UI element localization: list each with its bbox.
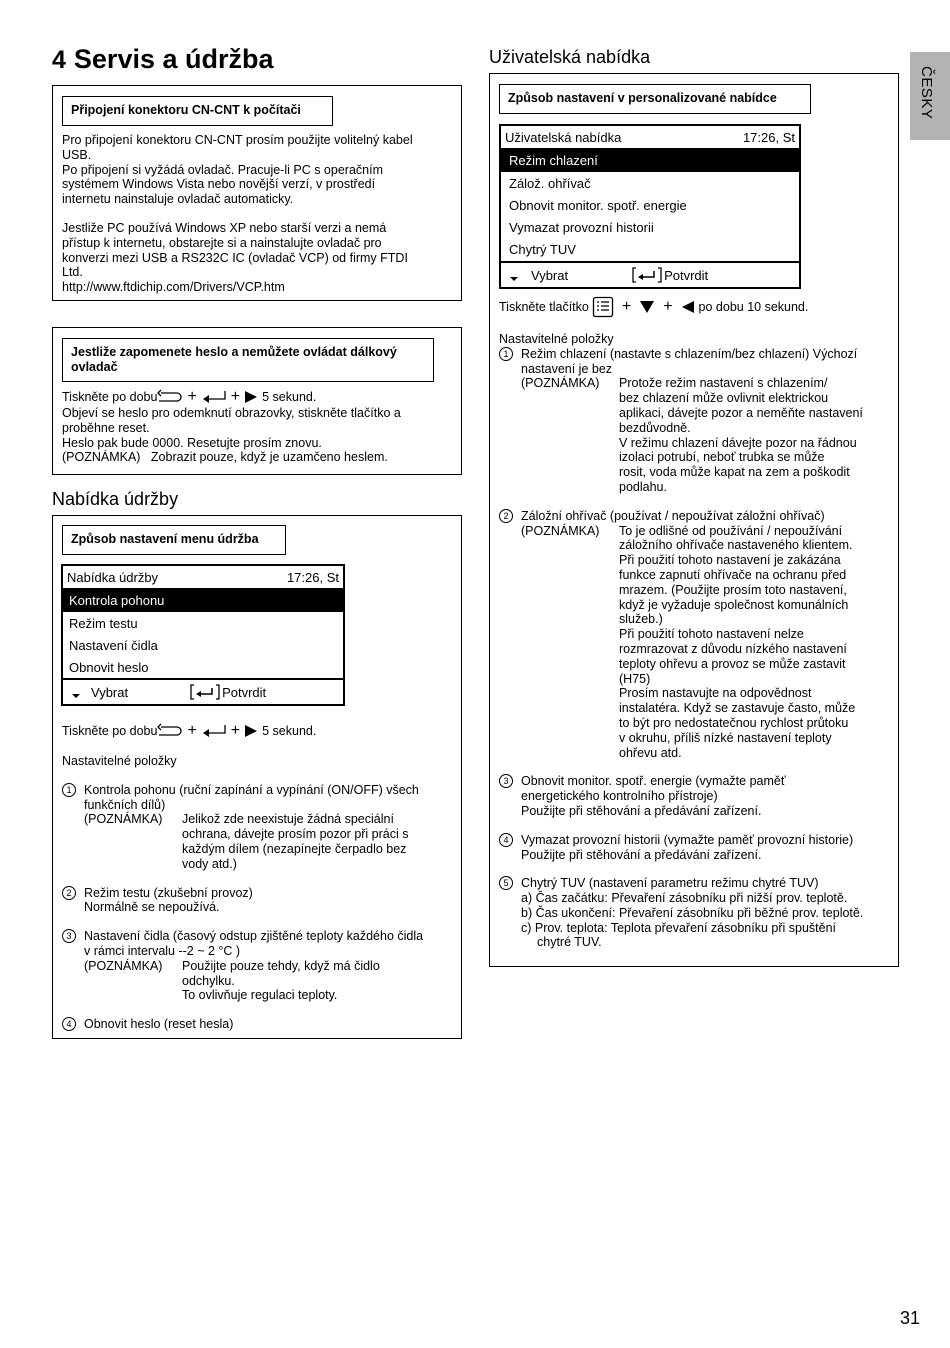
note-line: ochrana, dávejte prosím pozor při práci s — [182, 827, 409, 842]
item-line: Vymazat provozní historii (vymažte paměť provozní historie) — [521, 832, 854, 847]
screen-header — [63, 566, 343, 588]
note-line: To ovlivňuje regulaci teploty. — [182, 988, 338, 1003]
language-tab — [910, 52, 950, 140]
maintenance-item-1 — [62, 783, 457, 872]
maintenance-item-4 — [62, 1017, 457, 1032]
note-line: Prosím nastavujte na odpovědnost — [619, 686, 812, 701]
maintenance-item-2 — [62, 886, 457, 916]
circled-number-icon: 2 — [62, 886, 76, 900]
item-line: Obnovit monitor. spotř. energie (vymažte paměť — [521, 774, 786, 789]
user-menu-screen — [499, 124, 801, 289]
user-item-2 — [499, 509, 894, 761]
right-triangle-icon — [244, 724, 258, 738]
left-triangle-icon — [681, 300, 695, 314]
press-prefix: Tiskněte po dobu — [62, 723, 158, 738]
cncnt-text — [62, 133, 457, 295]
user-menu-box — [489, 73, 899, 967]
chapter-title — [52, 44, 274, 75]
press-suffix: 5 sekund. — [262, 389, 317, 404]
note-line: odchylku. — [182, 973, 235, 988]
note-key: (POZNÁMKA) — [521, 376, 600, 391]
item-line: a) Čas začátku: Převaření zásobníku při nižší prov. teplotě. — [521, 891, 848, 906]
note-line: služeb.) — [619, 612, 663, 627]
maintenance-box — [52, 515, 462, 1039]
user-item-1 — [499, 347, 894, 495]
note-key: (POZNÁMKA) — [84, 958, 163, 973]
cncnt-line: USB. — [62, 147, 92, 162]
note-line: funkce zapnutí ohřívače na ochranu před — [619, 567, 847, 582]
item-note — [521, 376, 863, 494]
item-line: Chytrý TUV (nastavení parametru režimu chytré TUV) — [521, 876, 819, 891]
note-line: mrazem. (Použijte prosím toto nastavení, — [619, 582, 847, 597]
note-line: rosit, voda může kapat na zem a poškodit — [619, 465, 850, 480]
item-line: Použijte při stěhování a předávání zařízení. — [521, 847, 762, 862]
maintenance-item-3 — [62, 929, 457, 1003]
screen-header — [501, 126, 799, 148]
circled-number-icon: 2 — [499, 509, 513, 523]
note-key: (POZNÁMKA) — [62, 450, 141, 465]
menu-item-selected[interactable]: Režim chlazení — [501, 148, 799, 172]
menu-item-selected[interactable]: Kontrola pohonu — [63, 588, 343, 612]
maintenance-label: Způsob nastavení menu údržba — [62, 525, 286, 555]
cncnt-line: Ltd. — [62, 265, 83, 280]
cncnt-line: přístup k internetu, obstarejte si a nainstalujte ovladač pro — [62, 235, 382, 250]
password-text — [62, 388, 457, 465]
menu-item[interactable]: Obnovit monitor. spotř. energie — [509, 197, 687, 213]
press-suffix: po dobu 10 sekund. — [698, 299, 809, 314]
cncnt-line: konverzi mezi USB a RS232C IC (ovladač VCP) od firmy FTDI — [62, 250, 408, 265]
note-line: každým dílem (nezapínejte čerpadlo bez — [182, 841, 407, 856]
password-line: proběhne reset. — [62, 420, 150, 435]
password-note — [62, 450, 457, 465]
menu-list-icon — [592, 296, 614, 318]
circled-number-icon: 3 — [62, 929, 76, 943]
cncnt-line: systémem Windows Vista nebo novější verzí, v prostředí — [62, 177, 376, 192]
note-line: bez chlazení může ovlivnit elektrickou — [619, 391, 829, 406]
item-note — [84, 959, 423, 1003]
cncnt-line: Pro připojení konektoru CN-CNT prosím použijte volitelný kabel — [62, 133, 413, 147]
screen-title: Uživatelská nabídka — [505, 129, 622, 145]
note-line: To je odlišné od používání / nepoužívání — [619, 523, 843, 538]
settable-heading: Nastavitelné položky — [499, 332, 614, 346]
settable-heading: Nastavitelné položky — [62, 754, 177, 768]
item-line: Nastavení čidla (časový odstup zjištěné teploty každého čidla — [84, 929, 424, 944]
item-note — [521, 524, 855, 761]
user-item-3 — [499, 774, 894, 818]
note-line: podlahu. — [619, 479, 667, 494]
item-line: v rámci intervalu --2 ~ 2 °C ) — [84, 943, 241, 958]
menu-item[interactable]: Režim testu — [69, 615, 138, 631]
note-line: záložního ohřívače nastaveného klientem. — [619, 538, 853, 553]
password-line: Heslo pak bude 0000. Resetujte prosím znovu. — [62, 435, 322, 450]
password-press-line: Tiskněte po dobu + + 5 sekund. — [62, 387, 317, 405]
screen-footer — [63, 678, 343, 704]
cncnt-line: internetu nainstaluje ovladač automaticky. — [62, 192, 294, 207]
circled-number-icon: 5 — [499, 876, 513, 890]
password-label-line1: Jestliže zapomenete heslo a nemůžete ovládat dálkový — [71, 345, 397, 359]
note-line: Protože režim nastavení s chlazením/ — [619, 376, 828, 391]
password-label — [62, 338, 434, 382]
cncnt-url: http://www.ftdichip.com/Drivers/VCP.htm — [62, 280, 285, 295]
down-triangle-icon — [501, 271, 531, 285]
maintenance-screen — [61, 564, 345, 706]
maintenance-press-line: Tiskněte po dobu + + 5 sekund. — [62, 721, 317, 739]
select-label: Vybrat — [531, 267, 569, 283]
screen-time: 17:26, St — [742, 129, 795, 145]
screen-time: 17:26, St — [286, 569, 339, 585]
note-line: (H75) — [619, 671, 651, 686]
circled-number-icon: 3 — [499, 774, 513, 788]
user-menu-heading: Uživatelská nabídka — [489, 47, 651, 67]
return-arrow-icon — [157, 723, 183, 739]
note-line: V režimu chlazení dávejte pozor na řádnou — [619, 435, 857, 450]
user-menu-text — [499, 296, 894, 950]
note-key: (POZNÁMKA) — [521, 523, 600, 538]
user-item-5 — [499, 876, 894, 950]
confirm-label: Potvrdit — [222, 684, 267, 700]
down-triangle-icon — [63, 688, 91, 702]
screen-footer — [501, 261, 799, 287]
password-box — [52, 327, 462, 475]
page-number: 31 — [900, 1308, 921, 1328]
menu-item[interactable]: Zálož. ohřívač — [509, 175, 591, 191]
enter-icon — [201, 389, 227, 405]
circled-number-icon: 1 — [62, 783, 76, 797]
enter-icon — [190, 684, 220, 700]
menu-item[interactable]: Chytrý TUV — [509, 241, 576, 257]
item-line: Obnovit heslo (reset hesla) — [84, 1017, 234, 1032]
confirm-label: Potvrdit — [664, 267, 709, 283]
item-note — [84, 812, 419, 871]
maintenance-text — [62, 722, 457, 1032]
password-line: Objeví se heslo pro odemknutí obrazovky, stiskněte tlačítko a — [62, 406, 401, 420]
note-line: rozmrazovat z důvodu nízkého nastavení — [619, 641, 847, 656]
note-line: bezdůvodně. — [619, 420, 691, 435]
maintenance-heading: Nabídka údržby — [52, 489, 179, 509]
note-line: teploty ohřevu a provoz se může zastavit — [619, 656, 846, 671]
menu-item[interactable]: Vymazat provozní historii — [509, 219, 654, 235]
right-triangle-icon — [244, 390, 258, 404]
enter-icon — [201, 723, 227, 739]
note-line: instalatéra. Když se zastavuje často, může — [619, 701, 856, 716]
password-label-line2: ovladač — [71, 360, 118, 374]
note-text: Zobrazit pouze, když je uzamčeno heslem. — [150, 450, 388, 465]
item-line: c) Prov. teplota: Teplota převaření zásobníku při spuštění — [521, 920, 836, 935]
note-line: izolaci potrubí, neboť trubka se může — [619, 450, 825, 465]
menu-item[interactable]: Obnovit heslo — [69, 659, 149, 675]
circled-number-icon: 4 — [499, 833, 513, 847]
press-suffix: 5 sekund. — [262, 723, 317, 738]
item-line: Normálně se nepoužívá. — [84, 900, 220, 915]
note-line: Při použití tohoto nastavení nelze — [619, 627, 804, 642]
user-menu-label: Způsob nastavení v personalizované nabídce — [499, 84, 811, 114]
item-line: b) Čas ukončení: Převaření zásobníku při běžné prov. teplotě. — [521, 905, 864, 920]
note-line: to být pro nedostatečnou rychlost průtoku — [619, 715, 849, 730]
item-line: nastavení je bez — [521, 361, 613, 376]
item-line: Režim chlazení (nastavte s chlazením/bez chlazení) Výchozí — [521, 346, 858, 361]
chapter-number: 4 — [52, 46, 66, 74]
enter-icon — [632, 267, 662, 283]
down-triangle-icon — [639, 300, 655, 314]
cncnt-label: Připojení konektoru CN-CNT k počítači — [62, 96, 333, 126]
note-line: Jelikož zde neexistuje žádná speciální — [182, 812, 394, 827]
item-line: Použijte při stěhování a předávání zařízení. — [521, 803, 762, 818]
cncnt-box — [52, 85, 462, 301]
note-line: když je vyžaduje společnost komunálních — [619, 597, 849, 612]
user-menu-press-line: Tiskněte tlačítko + + po dobu 10 sekund. — [499, 296, 894, 318]
chapter-title-text: Servis a údržba — [73, 44, 274, 74]
circled-number-icon: 1 — [499, 347, 513, 361]
screen-title: Nabídka údržby — [67, 569, 159, 585]
note-line: Použijte pouze tehdy, když má čidlo — [182, 958, 380, 973]
note-line: Při použití tohoto nastavení je zakázána — [619, 553, 841, 568]
note-line: ohřevu atd. — [619, 745, 682, 760]
cncnt-line: Jestliže PC používá Windows XP nebo starší verzi a nemá — [62, 220, 387, 235]
press-prefix: Tiskněte tlačítko — [499, 299, 589, 314]
select-label: Vybrat — [91, 684, 129, 700]
language-tab-label: ČESKY — [918, 66, 935, 120]
item-line: Záložní ohřívač (používat / nepoužívat záložní ohřívač) — [521, 508, 825, 523]
item-line: Režim testu (zkušební provoz) — [84, 885, 253, 900]
circled-number-icon: 4 — [62, 1017, 76, 1031]
note-key: (POZNÁMKA) — [84, 812, 163, 827]
item-line: chytré TUV. — [537, 935, 602, 950]
item-line: funkčních dílů) — [84, 797, 166, 812]
user-item-4 — [499, 833, 894, 863]
note-line: vody atd.) — [182, 856, 237, 871]
menu-item[interactable]: Nastavení čidla — [69, 637, 158, 653]
note-line: v okruhu, příliš nízké nastavení teploty — [619, 730, 832, 745]
item-line: Kontrola pohonu (ruční zapínání a vypínání (ON/OFF) všech — [84, 782, 419, 797]
return-arrow-icon — [157, 389, 183, 405]
item-line: energetického kontrolního přístroje) — [521, 789, 718, 804]
cncnt-line: Po připojení si vyžádá ovladač. Pracuje-li PC s operačním — [62, 162, 383, 177]
press-prefix: Tiskněte po dobu — [62, 389, 158, 404]
note-line: aplikaci, dávejte pozor a neměňte nastavení — [619, 405, 863, 420]
